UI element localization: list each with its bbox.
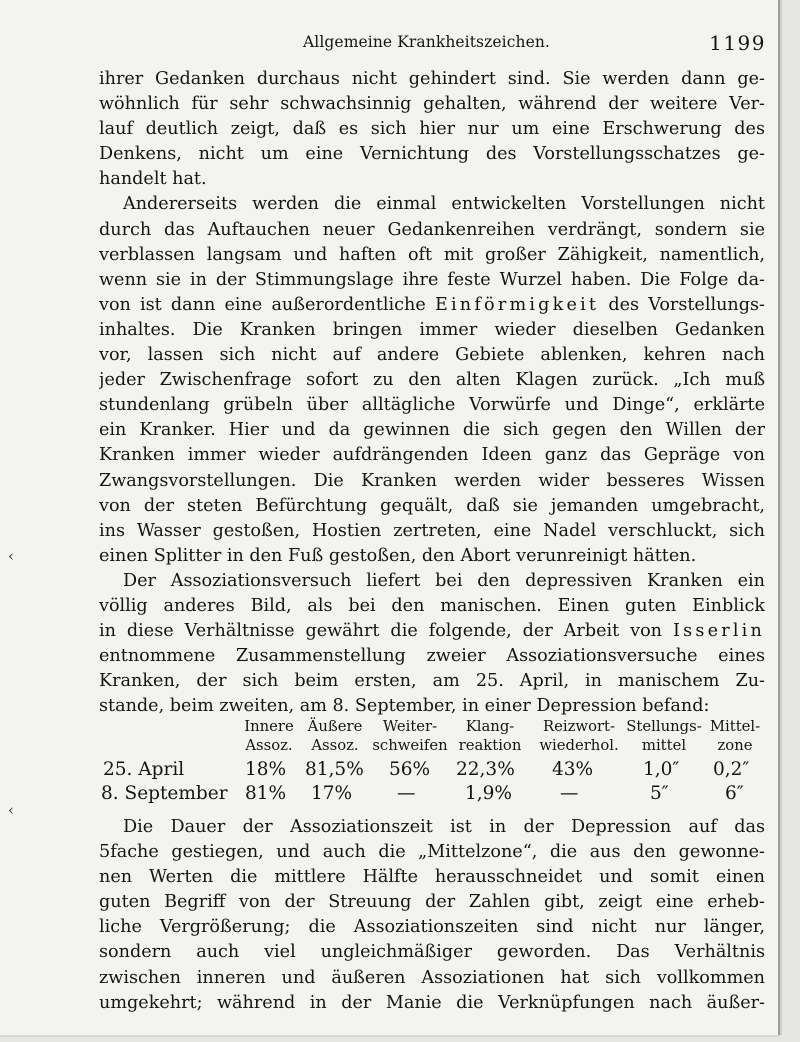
text-line: lauf deutlich zeigt, daß es sich hier nur um eine Erschwerung des (99, 119, 765, 140)
table-cell: 18% (245, 759, 287, 780)
text-line: Kranken immer wieder aufdrängenden Ideen ganz das Gepräge von (99, 445, 765, 466)
table-cell: 81,5% (305, 759, 364, 780)
text-line: wenn sie in der Stimmungslage ihre feste Wurzel haben. Die Folge da- (99, 269, 765, 290)
text-fragment: des Vorstellungs- (599, 294, 765, 315)
table-cell: — (560, 783, 579, 804)
text-line: durch das Auftauchen neuer Gedankenreihen verdrängt, sondern sie (99, 219, 765, 240)
spaced-emphasis: Einförmigkeit (434, 294, 600, 315)
table-cell: 5″ (650, 783, 669, 804)
text-line: Kranken, der sich beim ersten, am 25. April, in manischem Zu- (99, 671, 765, 692)
column-header: Mittel- zone (709, 718, 761, 754)
text-line: nen Werten die mittlere Hälfte herausschneidet und somit einen (99, 867, 765, 888)
table-row (99, 783, 771, 807)
body-text-continued (99, 815, 765, 1016)
text-line (99, 293, 765, 318)
text-line: wöhnlich für sehr schwachsinnig gehalten, während der weitere Ver- (99, 94, 765, 115)
table-cell: 1,9% (465, 783, 512, 804)
column-header: Äußere Assoz. (307, 718, 363, 754)
text-fragment: von ist dann eine außerordentliche (99, 294, 435, 315)
text-line: guten Begriff von der Streuung der Zahlen gibt, zeigt eine erheb- (99, 892, 765, 913)
table-cell: 6″ (725, 783, 744, 804)
text-line: verblassen langsam und haften oft mit großer Zähigkeit, namentlich, (99, 244, 765, 265)
text-line: von der steten Befürchtung gequält, daß sie jemanden umgebracht, (99, 495, 765, 516)
text-line: zwischen inneren und äußeren Assoziationen hat sich vollkommen (99, 967, 765, 988)
text-line: liche Vergrößerung; die Assoziationszeiten sind nicht nur länger, (99, 917, 765, 938)
margin-mark: ‹ (8, 547, 14, 565)
table-cell: 0,2″ (713, 759, 750, 780)
column-header: Stellungs- mittel (626, 718, 702, 754)
text-line: stande, beim zweiten, am 8. September, in einer Depression befand: (99, 696, 710, 717)
spaced-emphasis: Isserlin (672, 621, 765, 642)
table-cell: 1,0″ (643, 759, 680, 780)
table-row (99, 759, 771, 783)
table-cell: 81% (245, 783, 287, 804)
text-line (99, 619, 765, 644)
text-fragment: in diese Verhältnisse gewährt die folgende, der Arbeit von (99, 621, 673, 642)
page-number: 1199 (709, 31, 766, 55)
association-table (99, 717, 771, 807)
text-line: jeder Zwischenfrage sofort zu den alten Klagen zurück. „Ich muß (99, 370, 765, 391)
text-line: entnommene Zusammenstellung zweier Assoziationsversuche eines (99, 646, 765, 667)
column-header: Innere Assoz. (244, 718, 294, 754)
body-text (99, 67, 765, 719)
text-line: Die Dauer der Assoziationszeit ist in der Depression auf das (123, 817, 765, 837)
text-line: stundenlang grübeln über alltägliche Vorwürfe und Dinge“, erklärte (99, 395, 765, 416)
table-header (99, 717, 771, 759)
text-line: einen Splitter in den Fuß gestoßen, den Abort verunreinigt hätten. (99, 545, 697, 566)
text-line: inhaltes. Die Kranken bringen immer wieder dieselben Gedanken (99, 319, 765, 340)
column-header: Klang- reaktion (458, 718, 522, 754)
text-line: umgekehrt; während in der Manie die Verknüpfungen nach äußer- (99, 992, 765, 1013)
text-line: Andererseits werden die einmal entwickelten Vorstellungen nicht (123, 194, 765, 215)
text-line: Denkens, nicht um eine Vernichtung des Vorstellungsschatzes ge- (99, 144, 765, 165)
text-line: Zwangsvorstellungen. Die Kranken werden wider besseres Wissen (99, 470, 765, 491)
text-line: ihrer Gedanken durchaus nicht gehindert sind. Sie werden dann ge- (99, 69, 765, 89)
column-header: Reizwort- wiederhol. (539, 718, 619, 754)
text-line: handelt hat. (99, 169, 207, 190)
margin-mark: ‹ (8, 801, 14, 819)
row-label: 8. September (101, 783, 228, 804)
table-cell: 43% (552, 759, 594, 780)
text-line: Der Assoziationsversuch liefert bei den depressiven Kranken ein (123, 570, 765, 591)
page-header (98, 31, 766, 55)
table-cell: 22,3% (456, 759, 515, 780)
row-label: 25. April (103, 759, 185, 780)
running-head: Allgemeine Krankheitszeichen. (303, 33, 550, 51)
table-cell: — (397, 783, 416, 804)
table-cell: 17% (311, 783, 353, 804)
table-cell: 56% (389, 759, 431, 780)
text-line: ins Wasser gestoßen, Hostien zertreten, eine Nadel verschluckt, sich (99, 520, 765, 541)
text-line: 5fache gestiegen, und auch die „Mittelzone“, die aus den gewonne- (99, 842, 765, 863)
text-line: vor, lassen sich nicht auf andere Gebiete ablenken, kehren nach (99, 345, 765, 366)
text-line: ein Kranker. Hier und da gewinnen die sich gegen den Willen der (99, 420, 765, 441)
text-line: sondern auch viel ungleichmäßiger geworden. Das Verhältnis (99, 942, 765, 963)
column-header: Weiter- schweifen (372, 718, 448, 754)
text-line: völlig anderes Bild, als bei den manischen. Einen guten Einblick (99, 595, 765, 616)
